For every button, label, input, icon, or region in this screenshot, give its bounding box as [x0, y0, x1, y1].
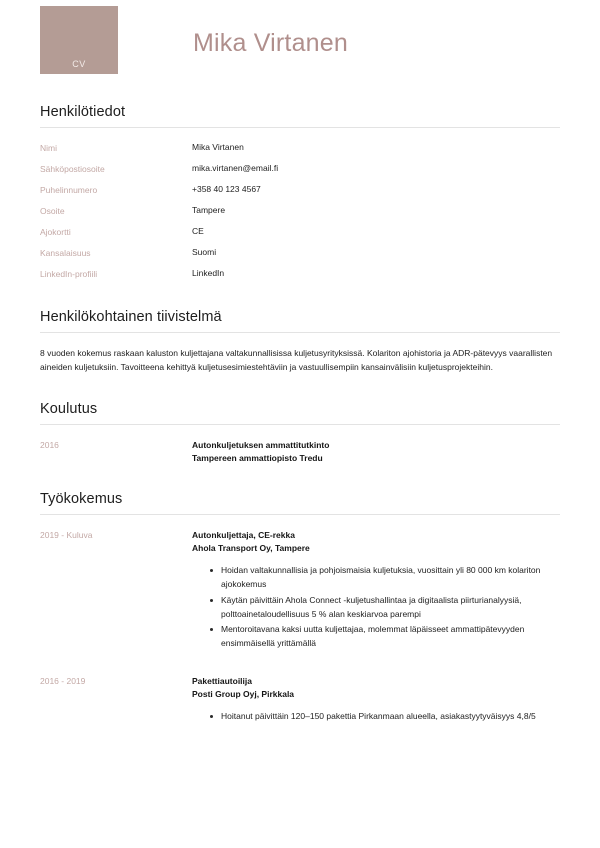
section-divider [40, 424, 560, 425]
detail-row-nationality [40, 247, 560, 258]
entry-organization: Posti Group Oyj, Pirkkala [192, 688, 295, 699]
detail-row-email [40, 163, 560, 174]
experience-entry [40, 529, 560, 653]
entry-title: Pakettiautoilija [192, 675, 252, 686]
detail-value: +358 40 123 4567 [192, 184, 261, 194]
detail-value: mika.virtanen@email.fi [192, 163, 279, 173]
entry-organization: Tampereen ammattiopisto Tredu [192, 452, 323, 463]
detail-label: LinkedIn-profiili [40, 269, 98, 279]
entry-body [192, 675, 560, 726]
education-entry [40, 439, 560, 465]
detail-row-name [40, 142, 560, 153]
entry-title: Autonkuljetuksen ammattitutkinto [192, 439, 330, 450]
detail-row-driving-licence [40, 226, 560, 237]
detail-row-linkedin [40, 268, 560, 279]
name-container [118, 6, 560, 74]
detail-value: CE [192, 226, 204, 236]
section-divider [40, 514, 560, 515]
detail-label: Puhelinnumero [40, 185, 98, 195]
entry-body [192, 529, 560, 653]
section-divider [40, 332, 560, 333]
avatar-label: CV [72, 59, 86, 69]
section-title-experience: Työkokemus [40, 490, 123, 507]
entry-date: 2016 - 2019 [40, 675, 86, 686]
section-summary [40, 309, 560, 375]
detail-label: Kansalaisuus [40, 248, 91, 258]
section-divider [40, 127, 560, 128]
section-title-summary: Henkilökohtainen tiivistelmä [40, 309, 222, 325]
detail-label: Nimi [40, 143, 57, 153]
entry-organization: Ahola Transport Oy, Tampere [192, 543, 310, 554]
list-item: Hoitanut päivittäin 120–150 pakettia Pirkanmaan alueella, asiakastyytyväisyys 4,8/5 [210, 710, 560, 724]
detail-value: Tampere [192, 205, 226, 215]
detail-value: Mika Virtanen [192, 142, 244, 152]
detail-value-linkedin-link[interactable]: LinkedIn [192, 268, 225, 278]
section-experience [40, 491, 560, 726]
summary-text: 8 vuoden kokemus raskaan kaluston kuljettajana valtakunnallisissa kuljetusyrityksissä. Kolariton ajohistoria ja ADR-pätevyys vaarallisten aineiden kuljetuksiin. Tavoitteena kehittyä kuljetusesimiestehtäviin ja vastuullisempiin kansainvälisiin kuljetusprojekteihin. [40, 348, 553, 372]
list-item: Hoidan valtakunnallisia ja pohjoismaisia kuljetuksia, vuosittain yli 80 000 km kolariton ajokokemus [210, 564, 560, 592]
list-item: Käytän päivittäin Ahola Connect -kuljetushallintaa ja digitaalista piirturianalyysiä, polttoainetaloudellisuus 5 % alan keskiarvoa parempi [210, 594, 560, 622]
entry-body [192, 439, 560, 465]
experience-entry [40, 675, 560, 726]
section-title-personal: Henkilötiedot [40, 104, 126, 120]
detail-label: Ajokortti [40, 227, 71, 237]
detail-label: Sähköpostiosoite [40, 164, 105, 174]
entry-bullet-list [192, 710, 560, 724]
entry-date: 2016 [40, 439, 59, 450]
section-personal-details [40, 104, 560, 279]
entry-date: 2019 - Kuluva [40, 529, 93, 540]
avatar [40, 6, 118, 74]
cv-header [40, 0, 560, 100]
page-title: Mika Virtanen [193, 28, 348, 57]
entry-title: Autonkuljettaja, CE-rekka [192, 529, 295, 540]
detail-row-phone [40, 184, 560, 195]
section-education [40, 401, 560, 465]
detail-label: Osoite [40, 206, 65, 216]
section-title-education: Koulutus [40, 400, 98, 417]
detail-value: Suomi [192, 247, 217, 257]
entry-bullet-list [192, 564, 560, 651]
list-item: Mentoroitavana kaksi uutta kuljettajaa, molemmat läpäisseet ammattipätevyyden ensimmäisellä yrittämällä [210, 623, 560, 651]
detail-row-address [40, 205, 560, 216]
